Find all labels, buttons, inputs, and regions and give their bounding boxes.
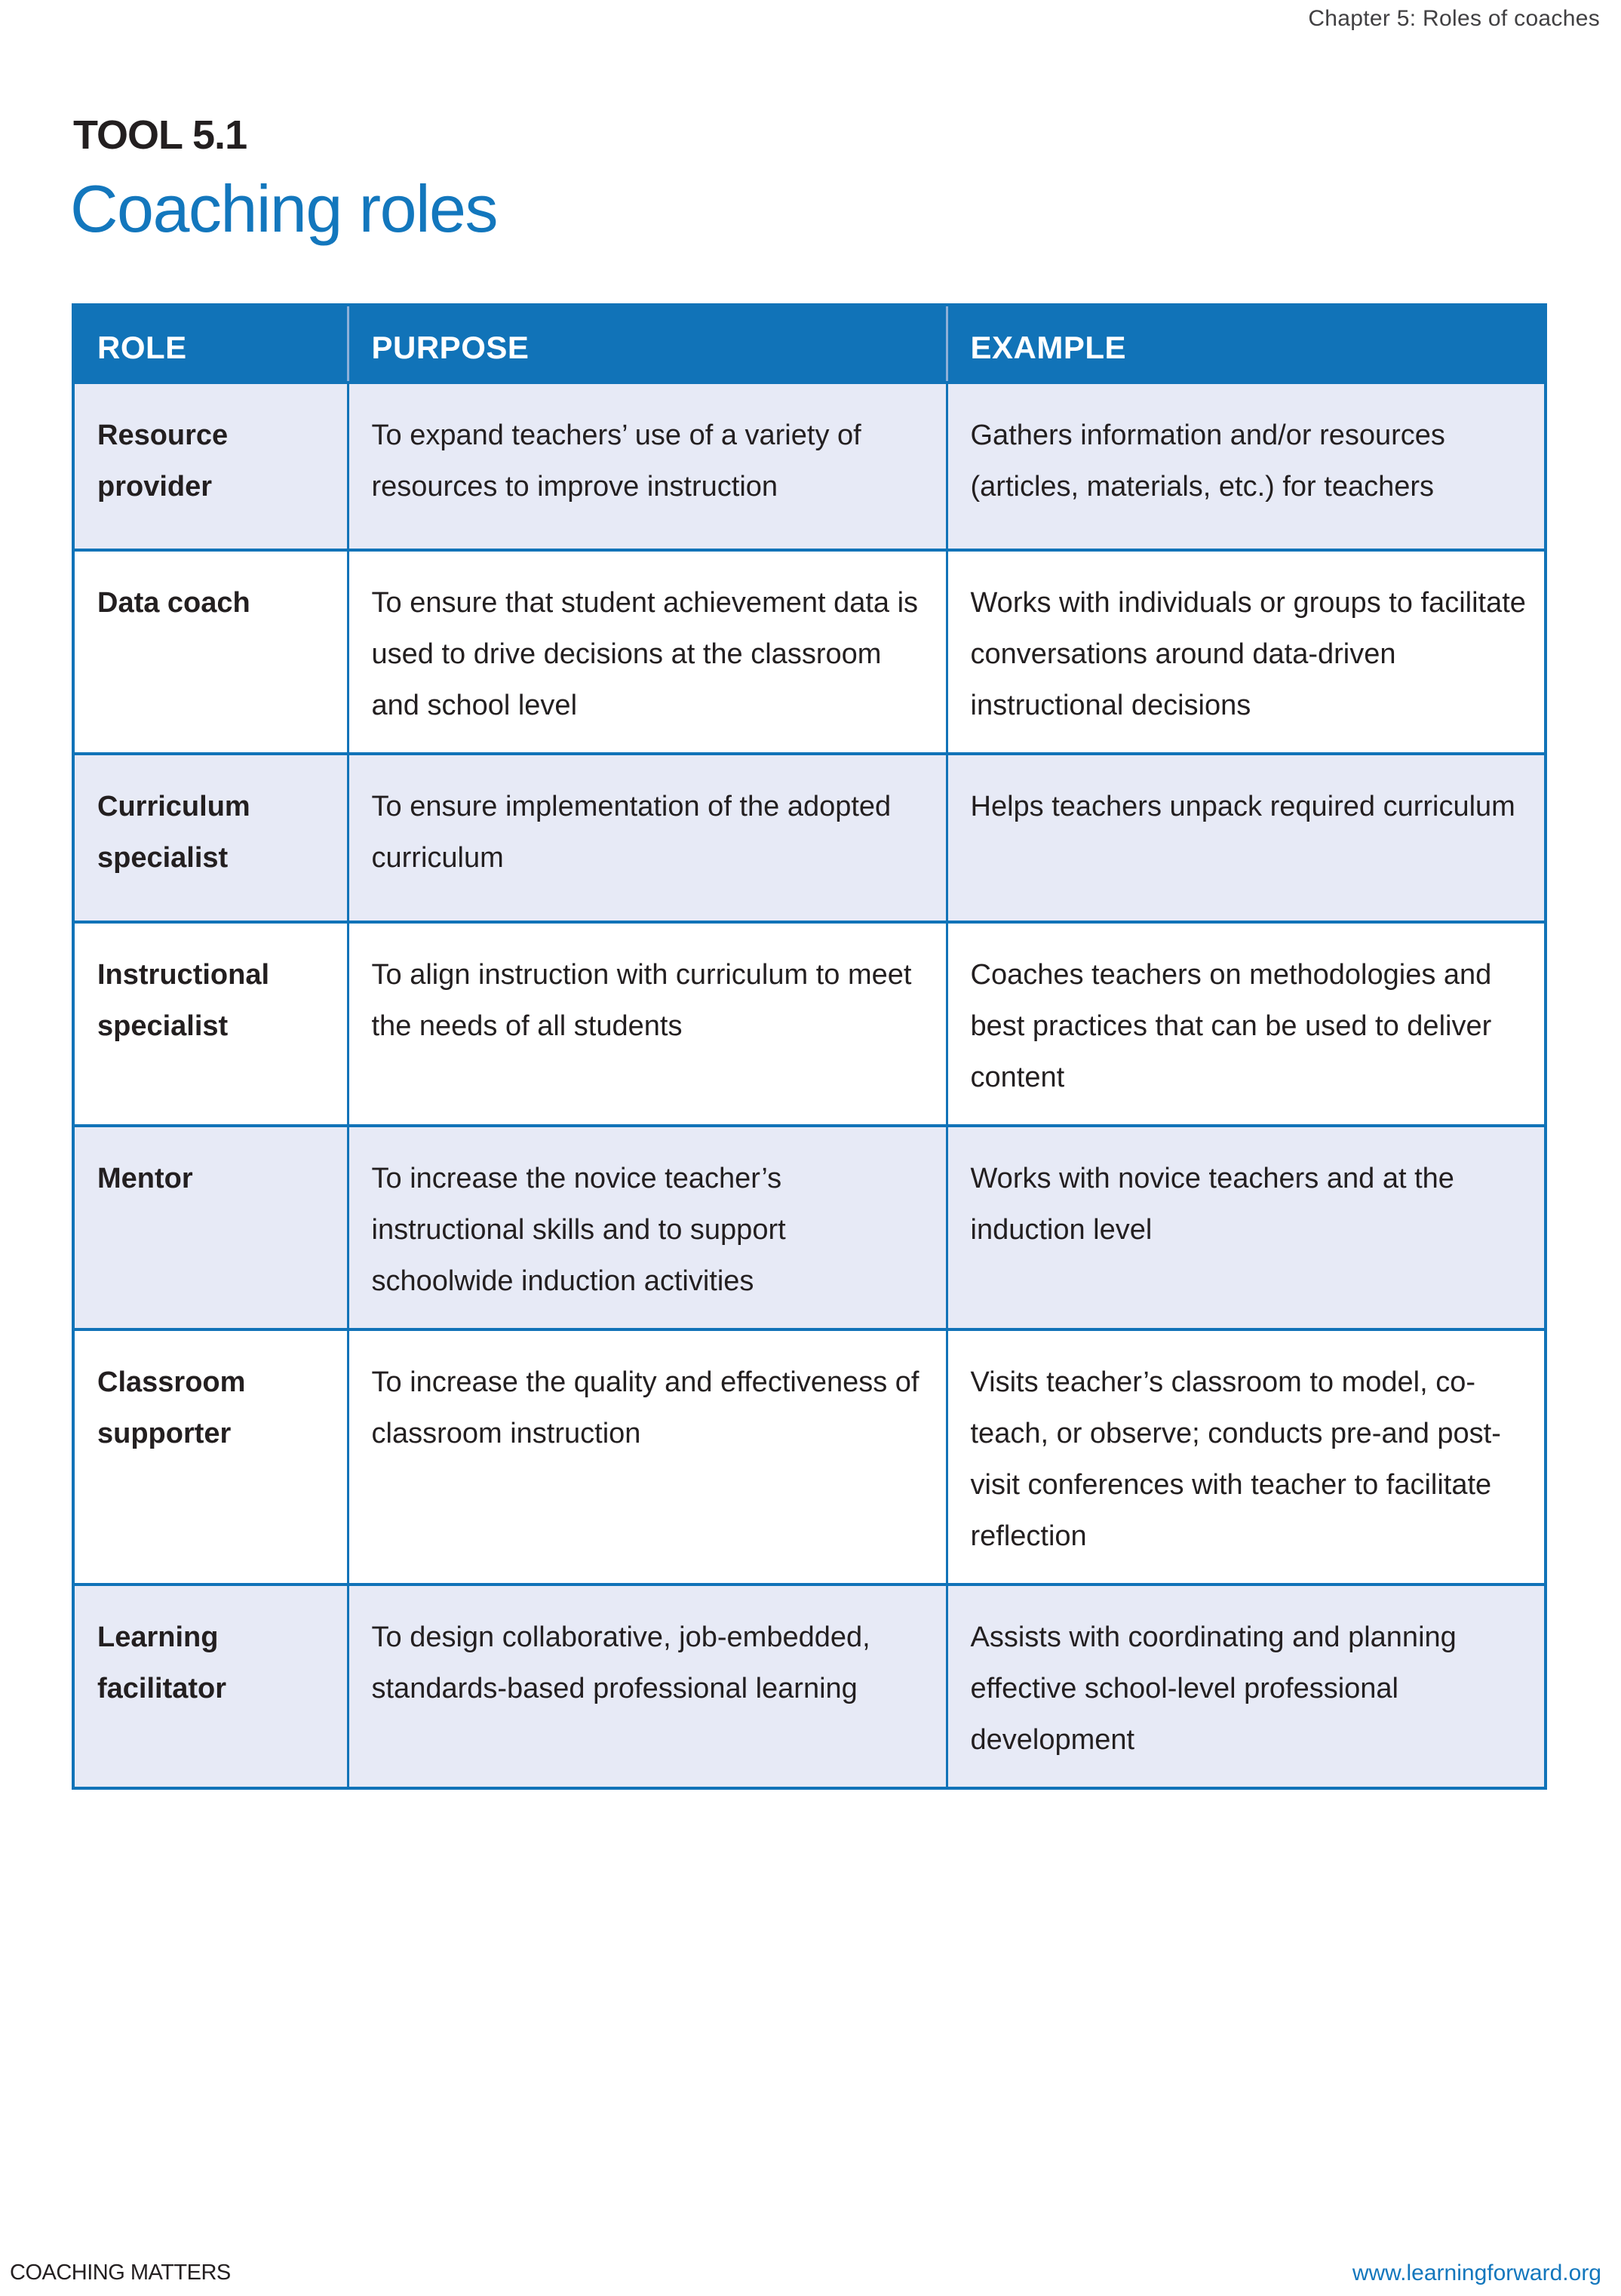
table-header-row	[73, 305, 1546, 383]
tool-number-label: TOOL 5.1	[73, 112, 247, 158]
example-cell: Works with individuals or groups to facilitate conversations around data-driven instructional decisions	[947, 550, 1546, 754]
coaching-roles-table	[72, 303, 1547, 1790]
purpose-cell: To ensure implementation of the adopted curriculum	[348, 754, 947, 922]
purpose-cell: To ensure that student achievement data is used to drive decisions at the classroom and school level	[348, 550, 947, 754]
table-row-data-coach	[73, 550, 1546, 754]
running-footer-website-url: www.learningforward.org	[1352, 2261, 1601, 2285]
table-row-learning-facilitator	[73, 1584, 1546, 1788]
purpose-cell: To increase the quality and effectiveness of classroom instruction	[348, 1329, 947, 1584]
example-cell: Visits teacher’s classroom to model, co-teach, or observe; conducts pre-and post-visit conferences with teacher to facilitate reflection	[947, 1329, 1546, 1584]
purpose-cell: To align instruction with curriculum to meet the needs of all students	[348, 922, 947, 1126]
role-cell: Instructional specialist	[73, 922, 348, 1126]
table-row-resource-provider	[73, 383, 1546, 550]
example-cell: Assists with coordinating and planning effective school-level professional development	[947, 1584, 1546, 1788]
column-header-purpose: PURPOSE	[348, 305, 947, 383]
purpose-cell: To expand teachers’ use of a variety of resources to improve instruction	[348, 383, 947, 550]
page-title: Coaching roles	[70, 171, 497, 246]
role-cell: Learning facilitator	[73, 1584, 348, 1788]
example-cell: Works with novice teachers and at the induction level	[947, 1126, 1546, 1329]
column-header-role: ROLE	[73, 305, 348, 383]
purpose-cell: To design collaborative, job-embedded, standards-based professional learning	[348, 1584, 947, 1788]
example-cell: Gathers information and/or resources (articles, materials, etc.) for teachers	[947, 383, 1546, 550]
role-cell: Resource provider	[73, 383, 348, 550]
purpose-cell: To increase the novice teacher’s instructional skills and to support schoolwide induction activities	[348, 1126, 947, 1329]
running-header-chapter: Chapter 5: Roles of coaches	[1308, 6, 1600, 31]
table-row-instructional-specialist	[73, 922, 1546, 1126]
role-cell: Data coach	[73, 550, 348, 754]
role-cell: Classroom supporter	[73, 1329, 348, 1584]
table-row-mentor	[73, 1126, 1546, 1329]
example-cell: Helps teachers unpack required curriculum	[947, 754, 1546, 922]
role-cell: Curriculum specialist	[73, 754, 348, 922]
table-row-classroom-supporter	[73, 1329, 1546, 1584]
example-cell: Coaches teachers on methodologies and best practices that can be used to deliver content	[947, 922, 1546, 1126]
running-footer-book-title: COACHING MATTERS	[10, 2261, 231, 2285]
column-header-example: EXAMPLE	[947, 305, 1546, 383]
coaching-roles-table-container	[72, 303, 1544, 1790]
role-cell: Mentor	[73, 1126, 348, 1329]
table-row-curriculum-specialist	[73, 754, 1546, 922]
